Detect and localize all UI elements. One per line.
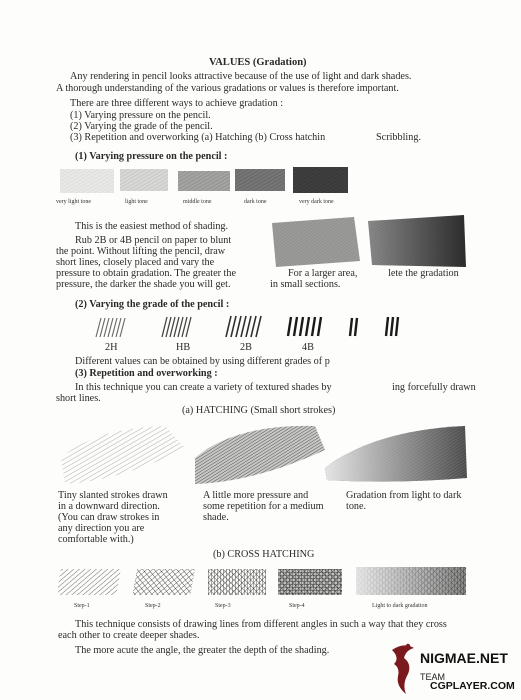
cross-step-2: [132, 569, 195, 595]
ways-item-3: (3) Repetition and overworking (a) Hatching (b) Cross hatchin: [70, 132, 326, 143]
hatching-heading: (a) HATCHING (Small short strokes): [182, 405, 336, 416]
cross-text-2: each other to create deeper shades.: [58, 630, 200, 641]
intro-line-2: A thorough understanding of the various gradations or values is therefore important.: [56, 83, 399, 94]
acute-angle-text: The more acute the angle, the greater the depth of the shading.: [75, 645, 330, 656]
hatching-caption-3-line-1: Gradation from light to dark: [346, 490, 462, 501]
hatching-caption-1-line-4: any direction you are: [58, 523, 145, 534]
hatching-caption-2-line-1: A little more pressure and: [203, 490, 309, 501]
section1-text-4: short lines, closely placed and vary the: [56, 257, 215, 268]
hatching-sample-light: [61, 426, 185, 484]
pencil-grade-strokes: [92, 312, 412, 342]
tone-caption-5: very dark tone: [299, 199, 334, 205]
hatching-caption-1-line-2: in a downward direction.: [58, 501, 160, 512]
cross-step-label-1: Step-1: [74, 603, 90, 609]
ways-item-2: (2) Varying the grade of the pencil.: [70, 121, 213, 132]
page-title: VALUES (Gradation): [209, 57, 307, 68]
ways-scribbling: Scribbling.: [376, 132, 421, 143]
hatching-caption-2-line-2: some repetition for a medium: [203, 501, 324, 512]
hatching-caption-2-line-3: shade.: [203, 512, 229, 523]
large-area-shading: [268, 213, 468, 271]
tone-caption-2: light tone: [125, 199, 148, 205]
cross-hatching-steps: [58, 563, 478, 601]
section3-text-cont: short lines.: [56, 393, 101, 404]
cross-step-4: [278, 569, 342, 595]
section1-heading: (1) Varying pressure on the pencil :: [75, 151, 228, 162]
cross-step-gradation: [356, 567, 466, 595]
cross-step-label-2: Step-2: [145, 603, 161, 609]
watermark-figure-icon: [386, 640, 422, 696]
tone-caption-3: middle tone: [183, 199, 212, 205]
section1-text-1: This is the easiest method of shading.: [75, 221, 229, 232]
hatching-caption-3-line-2: tone.: [346, 501, 367, 512]
watermark-team: TEAM: [420, 672, 446, 682]
grade-hb-strokes: [162, 317, 191, 337]
cross-step-3: [208, 569, 266, 595]
cross-step-1: [58, 569, 121, 595]
ways-item-1: (1) Varying pressure on the pencil.: [70, 110, 211, 121]
cross-step-label-3: Step-3: [215, 603, 231, 609]
tone-caption-4: dark tone: [244, 199, 267, 205]
section1-text-3: the point. Without lifting the pencil, draw: [56, 246, 226, 257]
grade-2h-strokes: [96, 318, 125, 337]
hatching-caption-1-line-1: Tiny slanted strokes drawn: [58, 490, 168, 501]
section3-text-right: ing forcefully drawn: [392, 382, 476, 393]
intro-line-1: Any rendering in pencil looks attractive because of the use of light and dark shades.: [70, 71, 412, 82]
grade-label-2b: 2B: [240, 342, 252, 353]
hatching-caption-1-line-5: comfortable with.): [58, 534, 134, 545]
section3-text-left: In this technique you can create a variety of textured shades by: [75, 382, 332, 393]
section2-heading: (2) Varying the grade of the pencil :: [75, 299, 230, 310]
hatching-samples: [55, 418, 475, 486]
complete-gradation-text: lete the gradation: [388, 268, 459, 279]
cross-step-label-5: Light to dark gradation: [372, 603, 428, 609]
large-area-text-1: For a larger area,: [288, 268, 358, 279]
watermark-site: CGPLAYER.COM: [430, 680, 515, 692]
section1-text-2: Rub 2B or 4B pencil on paper to blunt: [75, 235, 232, 246]
section1-text-6: pressure, the darker the shade you will get.: [56, 279, 231, 290]
hatching-caption-1-line-3: (You can draw strokes in: [58, 512, 160, 523]
section1-text-5: pressure to obtain gradation. The greater the: [56, 268, 237, 279]
ways-lead: There are three different ways to achieve gradation :: [70, 98, 284, 109]
cross-hatching-heading: (b) CROSS HATCHING: [213, 549, 315, 560]
grade-4b-strokes: [288, 317, 321, 336]
grade-label-2h: 2H: [105, 342, 118, 353]
grade-extra-strokes: [350, 317, 398, 336]
tone-swatches: [55, 163, 355, 197]
cross-text-1: This technique consists of drawing lines from different angles in such a way that they cross: [75, 619, 447, 630]
grade-2b-strokes: [226, 316, 261, 337]
section3-heading: (3) Repetition and overworking :: [75, 368, 218, 379]
watermark-brand: NIGMAE.NET: [420, 650, 508, 666]
section2-text: Different values can be obtained by using different grades of p: [75, 356, 330, 367]
tone-caption-1: very light tone: [56, 199, 91, 205]
cross-step-label-4: Step-4: [289, 603, 305, 609]
large-area-text-2: in small sections.: [270, 279, 341, 290]
grade-label-4b: 4B: [302, 342, 314, 353]
grade-label-hb: HB: [176, 342, 191, 353]
